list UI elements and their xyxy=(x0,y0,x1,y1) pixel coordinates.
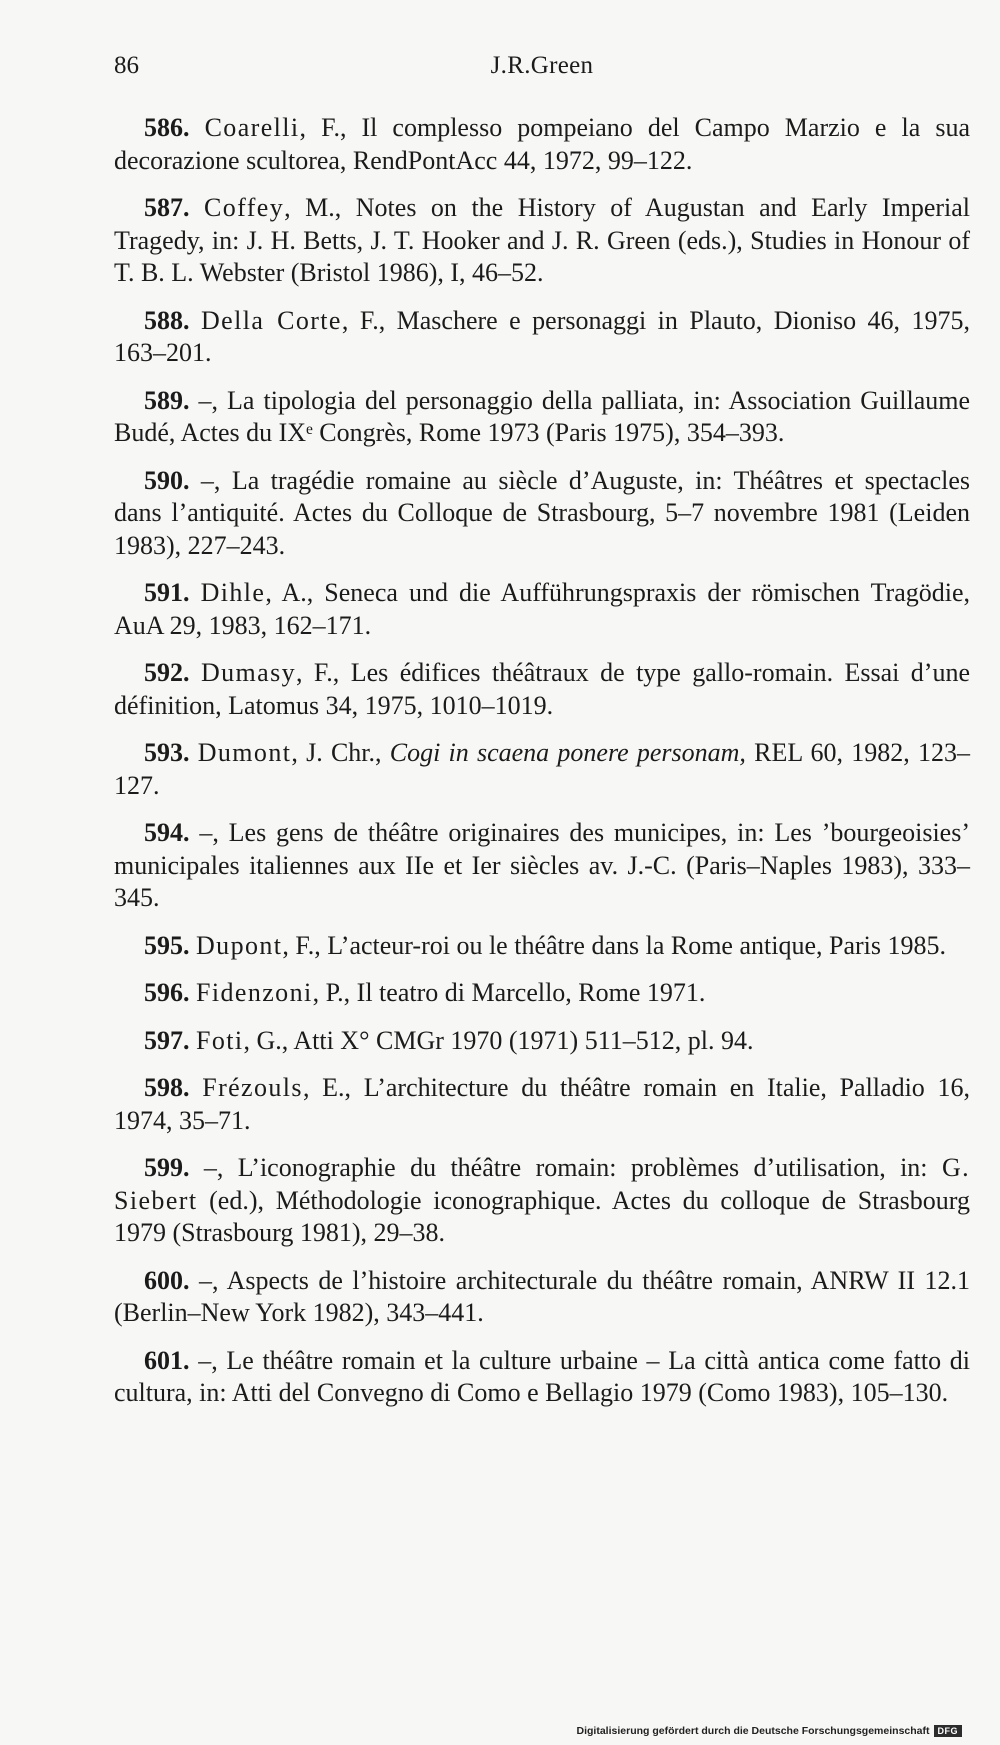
bibliography-entry xyxy=(114,657,970,722)
bibliography-entry xyxy=(114,577,970,642)
entry-number: 597. xyxy=(144,1025,190,1055)
entry-number: 591. xyxy=(144,578,190,607)
entry-number: 595. xyxy=(144,930,190,960)
entry-text: –, Le théâtre romain et la culture urbaine – La città antica come fatto di cultura, in: Atti del Convegno di Como e Bellagio 1979 (Como 1983), 105–130. xyxy=(114,1345,971,1407)
entry-author: Frézouls xyxy=(202,1073,303,1102)
bibliography-entry xyxy=(114,977,970,1010)
entry-text: , A., Seneca und die Aufführungspraxis der römischen Tragödie, AuA 29, 1983, 162–171. xyxy=(114,578,970,640)
entry-text: –, Les gens de théâtre originaires des municipes, in: Les ’bourgeoisies’ municipales italiennes aux IIe et Ier siècles av. J.-C. (Paris–Naples 1983), 333–345. xyxy=(114,818,970,912)
entry-number: 593. xyxy=(144,738,190,767)
bibliography-entry xyxy=(114,737,970,802)
entry-number: 586. xyxy=(144,113,190,142)
bibliography-entry xyxy=(114,465,970,563)
bibliography-entry xyxy=(114,112,970,177)
entry-title-italic: Cogi in scaena ponere personam, xyxy=(389,738,746,767)
bibliography-entry xyxy=(114,385,970,450)
entry-text: –, La tragédie romaine au siècle d’Auguste, in: Théâtres et spectacles dans l’antiquité. Actes du Colloque de Strasbourg, 5–7 novembre 1981 (Leiden 1983), 227–243. xyxy=(114,465,971,560)
entry-author: Fidenzoni xyxy=(196,978,313,1007)
bibliography-entry xyxy=(114,192,970,290)
entry-author: Coffey xyxy=(204,193,285,222)
bibliography-entry xyxy=(114,1072,970,1137)
entry-number: 598. xyxy=(144,1073,190,1102)
entry-text: , P., Il teatro di Marcello, Rome 1971. xyxy=(312,978,706,1007)
entry-text: , F., Il complesso pompeiano del Campo Marzio e la sua decorazione scultorea, RendPontAcc 44, 1972, 99–122. xyxy=(114,113,971,175)
credit-text: Digitalisierung gefördert durch die Deutsche Forschungsgemeinschaft xyxy=(576,1725,930,1737)
digitization-credit xyxy=(577,1725,962,1737)
running-head: J.R.Green xyxy=(490,52,594,79)
entry-number: 589. xyxy=(144,385,190,415)
entry-number: 600. xyxy=(144,1265,190,1295)
entry-text: , F., L’acteur-roi ou le théâtre dans la Rome antique, Paris 1985. xyxy=(282,930,947,960)
entry-text: , M., Notes on the History of Augustan and Early Imperial Tragedy, in: J. H. Betts, J. T. Hooker and J. R. Green (eds.), Studies in Honour of T. B. L. Webster (Bristol 1986), I, 46–52. xyxy=(114,193,971,287)
entry-number: 590. xyxy=(144,465,190,495)
entry-number: 599. xyxy=(144,1153,190,1182)
entry-text: , G., Atti X° CMGr 1970 (1971) 511–512, pl. 94. xyxy=(243,1025,754,1055)
bibliography-entry xyxy=(114,1265,970,1330)
dfg-logo: DFG xyxy=(934,1725,963,1737)
page-header xyxy=(114,52,970,92)
entry-author: Dumont xyxy=(197,738,292,767)
entry-author: Dihle xyxy=(200,578,266,607)
entry-author: Della Corte xyxy=(200,305,342,335)
entry-number: 596. xyxy=(144,978,190,1007)
bibliography-entry xyxy=(114,817,970,915)
bibliography-entry xyxy=(114,1345,970,1410)
bibliography-entry xyxy=(114,1152,970,1250)
entry-number: 594. xyxy=(144,818,190,847)
page-number: 86 xyxy=(114,52,139,79)
entry-author: Coarelli xyxy=(204,113,300,142)
entry-author: Dumasy xyxy=(200,658,296,687)
entry-text: , F., Maschere e personaggi in Plauto, Dioniso 46, 1975, 163–201. xyxy=(114,305,970,367)
entry-text: (ed.), Méthodologie iconographique. Actes du colloque de Strasbourg 1979 (Strasbourg 1981), 29–38. xyxy=(114,1185,970,1247)
entry-author: Foti xyxy=(196,1025,244,1055)
bibliography-entry xyxy=(114,930,970,963)
entry-text: –, Aspects de l’histoire architecturale du théâtre romain, ANRW II 12.1 (Berlin–New York 1982), 343–441. xyxy=(114,1265,970,1327)
entry-editor: G. Siebert xyxy=(114,1153,971,1215)
entry-number: 601. xyxy=(144,1345,190,1375)
entry-number: 592. xyxy=(144,658,190,687)
bibliography-list xyxy=(114,112,970,1425)
entry-text: –, La tipologia del personaggio della palliata, in: Association Guillaume Budé, Actes du IXᵉ Congrès, Rome 1973 (Paris 1975), 354–393. xyxy=(114,385,970,447)
entry-text-pre: , J. Chr., xyxy=(291,738,390,767)
entry-number: 588. xyxy=(144,305,190,335)
entry-text: , E., L’architecture du théâtre romain en Italie, Palladio 16, 1974, 35–71. xyxy=(114,1073,970,1135)
bibliography-entry xyxy=(114,1025,970,1058)
entry-text: , F., Les édifices théâtraux de type gallo-romain. Essai d’une définition, Latomus 34, 1975, 1010–1019. xyxy=(114,658,971,720)
entry-author: Dupont xyxy=(196,930,283,960)
entry-text-pre: –, L’iconographie du théâtre romain: problèmes d’utilisation, in: xyxy=(203,1153,942,1182)
entry-text: REL 60, 1982, 123–127. xyxy=(114,738,970,800)
entry-number: 587. xyxy=(144,193,190,222)
bibliography-entry xyxy=(114,305,970,370)
